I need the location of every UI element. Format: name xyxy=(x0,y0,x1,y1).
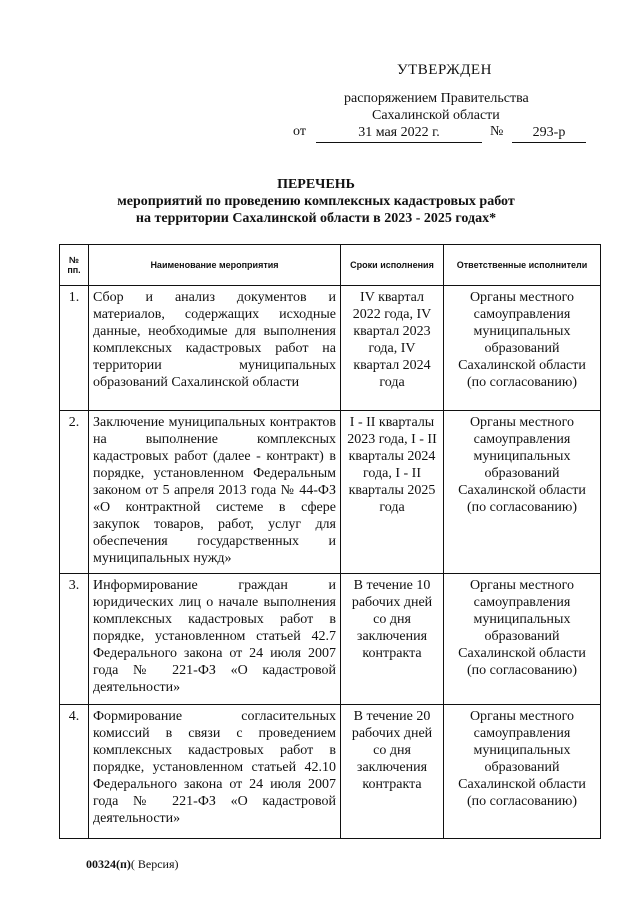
row-resp: Органы местного самоуправления муниципальных образований Сахалинской области (по согласованию) xyxy=(444,286,601,411)
footer-code: 00324(п) xyxy=(86,857,131,871)
row-name: Формирование согласительных комиссий в связи с проведением комплексных кадастровых работ в порядке, установленном статьей 42.10 Федерального закона от 24 июля 2007 года № 221-ФЗ «О кадастровой деятельности» xyxy=(89,705,341,839)
header-term: Сроки исполнения xyxy=(341,245,444,286)
approval-stamp: УТВЕРЖДЕН xyxy=(397,62,492,78)
header-num: № пп. xyxy=(60,245,89,286)
doc-subtitle-1: мероприятий по проведению комплексных кадастровых работ xyxy=(117,194,515,209)
number-label: № xyxy=(490,124,504,139)
table-row xyxy=(60,411,601,574)
table-row xyxy=(60,705,601,839)
row-num: 2. xyxy=(60,411,89,574)
from-label: от xyxy=(293,124,306,139)
approval-number: 293-р xyxy=(512,124,586,143)
row-name: Информирование граждан и юридических лиц о начале выполнения комплексных кадастровых работ в порядке, установленном статьей 42.7 Федерального закона от 24 июля 2007 года № 221-ФЗ «О кадастровой деятельности» xyxy=(89,574,341,705)
row-num: 1. xyxy=(60,286,89,411)
row-term: I - II кварталы 2023 года, I - II кварталы 2024 года, I - II кварталы 2025 года xyxy=(341,411,444,574)
document-footer xyxy=(86,857,179,872)
doc-subtitle-2: на территории Сахалинской области в 2023 - 2025 годах* xyxy=(135,211,497,226)
row-resp: Органы местного самоуправления муниципальных образований Сахалинской области (по согласованию) xyxy=(444,705,601,839)
row-resp: Органы местного самоуправления муниципальных образований Сахалинской области (по согласованию) xyxy=(444,411,601,574)
table-row xyxy=(60,574,601,705)
table-header-row xyxy=(60,245,601,286)
activities-table xyxy=(59,244,601,839)
header-resp: Ответственные исполнители xyxy=(444,245,601,286)
row-term: IV квартал 2022 года, IV квартал 2023 года, IV квартал 2024 года xyxy=(341,286,444,411)
approval-date-row xyxy=(0,124,632,146)
table-row xyxy=(60,286,601,411)
approval-date: 31 мая 2022 г. xyxy=(316,124,482,143)
doc-title: ПЕРЕЧЕНЬ xyxy=(277,177,355,192)
row-term: В течение 20 рабочих дней со дня заключения контракта xyxy=(341,705,444,839)
approval-line-1: распоряжением Правительства xyxy=(344,91,529,106)
row-name: Заключение муниципальных контрактов на выполнение комплексных кадастровых работ (далее - контракт) в порядке, установленном Федеральным законом от 5 апреля 2013 года № 44-ФЗ «О контрактной системе в сфере закупок товаров, работ, услуг для обеспечения государственных и муниципальных нужд» xyxy=(89,411,341,574)
approval-line-2: Сахалинской области xyxy=(372,108,500,123)
header-name: Наименование мероприятия xyxy=(89,245,341,286)
footer-version: ( Версия) xyxy=(130,857,179,871)
row-num: 4. xyxy=(60,705,89,839)
row-num: 3. xyxy=(60,574,89,705)
row-term: В течение 10 рабочих дней со дня заключения контракта xyxy=(341,574,444,705)
row-resp: Органы местного самоуправления муниципальных образований Сахалинской области (по согласованию) xyxy=(444,574,601,705)
row-name: Сбор и анализ документов и материалов, содержащих исходные данные, необходимые для выполнения комплексных кадастровых работ на территории муниципальных образований Сахалинской области xyxy=(89,286,341,411)
